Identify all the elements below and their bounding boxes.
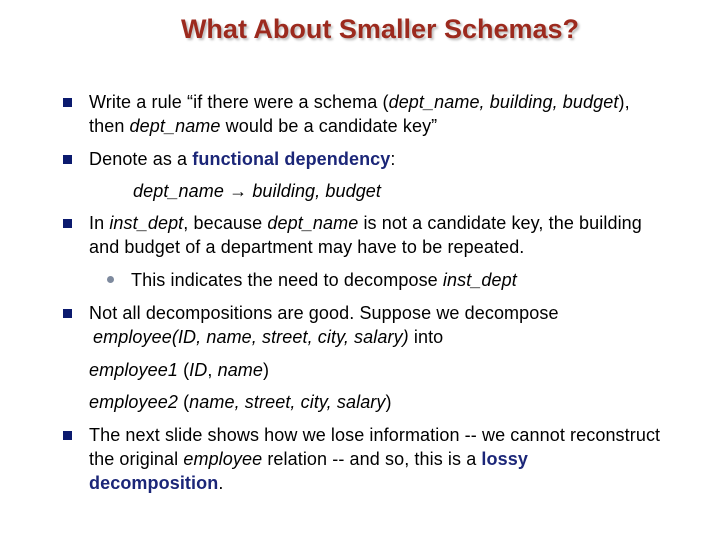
bullet-marker	[63, 431, 72, 440]
bullet-1-line-1	[89, 90, 630, 114]
relation-name: employee	[183, 449, 263, 469]
text: )	[385, 392, 392, 412]
text: relation -- and so, this is a	[262, 449, 482, 469]
text: ),	[618, 92, 630, 112]
attr-name: dept_name	[267, 213, 359, 233]
text: then	[89, 116, 130, 136]
bullet-2-line-1	[89, 147, 396, 171]
right-arrow-icon: →	[229, 181, 248, 201]
bullet-5-line-1: The next slide shows how we lose information -- we cannot reconstruct	[89, 425, 661, 445]
keyword-lossy: lossy	[481, 449, 528, 469]
text: :	[390, 149, 396, 169]
text: Denote as a	[89, 149, 193, 169]
text: (	[177, 392, 190, 412]
text: )	[263, 360, 270, 380]
slide-title: What About Smaller Schemas?	[180, 14, 580, 44]
bullet-marker	[63, 219, 72, 228]
relation-name: employee2	[89, 392, 178, 412]
decomposition-employee2	[89, 390, 392, 414]
bullet-4-line-1: Not all decompositions are good. Suppose we decompose	[89, 303, 559, 323]
relation-name: inst_dept	[442, 270, 517, 290]
bullet-5-line-3	[89, 471, 223, 495]
bullet-3-line-2: and budget of a department may have to be repeated.	[89, 237, 525, 257]
attr-name: ID	[189, 360, 208, 380]
attr-list: name, street, city, salary	[189, 392, 386, 412]
sub-bullet-marker	[107, 276, 114, 283]
text: into	[408, 327, 444, 347]
relation-schema: employee(ID, name, street, city, salary)	[93, 327, 409, 347]
bullet-5-line-2	[89, 447, 528, 471]
functional-dependency-formula	[133, 179, 381, 203]
text: Write a rule “if there were a schema (	[89, 92, 389, 112]
keyword-decomposition: decomposition	[89, 473, 219, 493]
text: This indicates the need to decompose	[131, 270, 443, 290]
bullet-marker	[63, 309, 72, 318]
text: (	[177, 360, 190, 380]
sub-bullet-line	[131, 268, 517, 292]
bullet-marker	[63, 155, 72, 164]
fd-lhs: dept_name	[133, 181, 224, 201]
text: the original	[89, 449, 184, 469]
text: is not a candidate key, the building	[358, 213, 642, 233]
text: In	[89, 213, 110, 233]
relation-name: employee1	[89, 360, 178, 380]
text: .	[218, 473, 224, 493]
keyword-functional-dependency: functional dependency	[192, 149, 391, 169]
bullet-1-line-2	[89, 114, 437, 138]
decomposition-employee1	[89, 358, 269, 382]
bullet-3-line-1	[89, 211, 642, 235]
attr-name: dept_name	[129, 116, 221, 136]
text: ,	[207, 360, 218, 380]
fd-rhs: building, budget	[252, 181, 382, 201]
relation-name: inst_dept	[109, 213, 184, 233]
bullet-4-line-2	[93, 325, 443, 349]
attr-name: name	[217, 360, 264, 380]
bullet-marker	[63, 98, 72, 107]
text: would be a candidate key”	[220, 116, 438, 136]
schema-attrs: dept_name, building, budget	[388, 92, 619, 112]
text: , because	[183, 213, 268, 233]
